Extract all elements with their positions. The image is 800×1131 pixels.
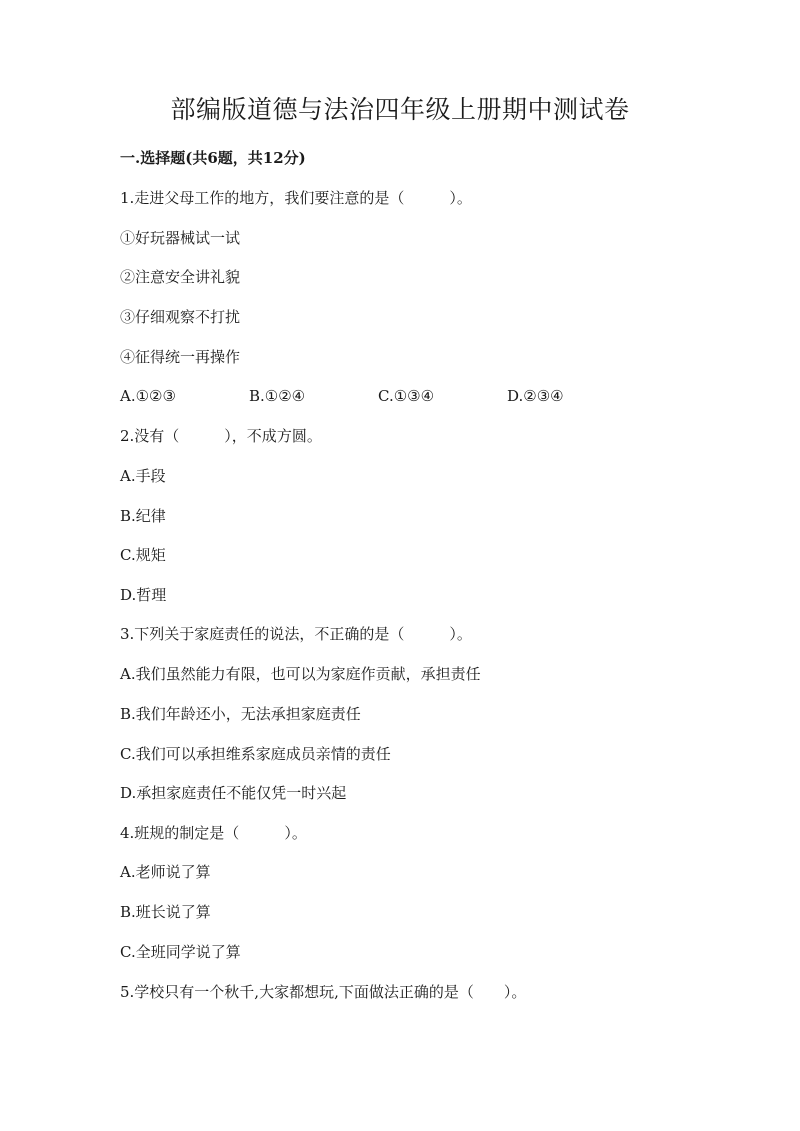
question-3-option-d: D.承担家庭责任不能仅凭一时兴起	[120, 784, 347, 802]
question-2-option-d: D.哲理	[120, 586, 167, 604]
question-1-option-d: D.②③④	[507, 387, 564, 405]
question-5-stem: 5.学校只有一个秋千,大家都想玩,下面做法正确的是（ ）。	[120, 983, 527, 1001]
question-4-option-c: C.全班同学说了算	[120, 943, 241, 961]
question-4-stem: 4.班规的制定是（ ）。	[120, 824, 307, 842]
question-3-option-b: B.我们年龄还小，无法承担家庭责任	[120, 705, 361, 723]
question-2-option-c: C.规矩	[120, 546, 166, 564]
question-1-item-1: ①好玩器械试一试	[120, 229, 241, 247]
question-2-option-b: B.纪律	[120, 507, 166, 525]
page-title: 部编版道德与法治四年级上册期中测试卷	[170, 95, 630, 124]
question-4-option-b: B.班长说了算	[120, 903, 211, 921]
question-3-stem: 3.下列关于家庭责任的说法，不正确的是（ ）。	[120, 625, 472, 643]
question-1-option-a: A.①②③	[120, 387, 176, 405]
question-3-option-a: A.我们虽然能力有限，也可以为家庭作贡献，承担责任	[120, 665, 481, 683]
section-heading: 一.选择题(共6题，共12分)	[120, 149, 306, 167]
question-1-option-c: C.①③④	[378, 387, 435, 405]
question-2-stem: 2.没有（ ），不成方圆。	[120, 427, 322, 445]
question-1-item-4: ④征得统一再操作	[120, 348, 241, 366]
question-3-option-c: C.我们可以承担维系家庭成员亲情的责任	[120, 745, 391, 763]
question-2-option-a: A.手段	[120, 467, 166, 485]
question-1-item-3: ③仔细观察不打扰	[120, 308, 241, 326]
question-1-stem: 1.走进父母工作的地方，我们要注意的是（ ）。	[120, 189, 472, 207]
question-1-item-2: ②注意安全讲礼貌	[120, 268, 241, 286]
question-4-option-a: A.老师说了算	[120, 863, 211, 881]
question-1-option-b: B.①②④	[249, 387, 306, 405]
